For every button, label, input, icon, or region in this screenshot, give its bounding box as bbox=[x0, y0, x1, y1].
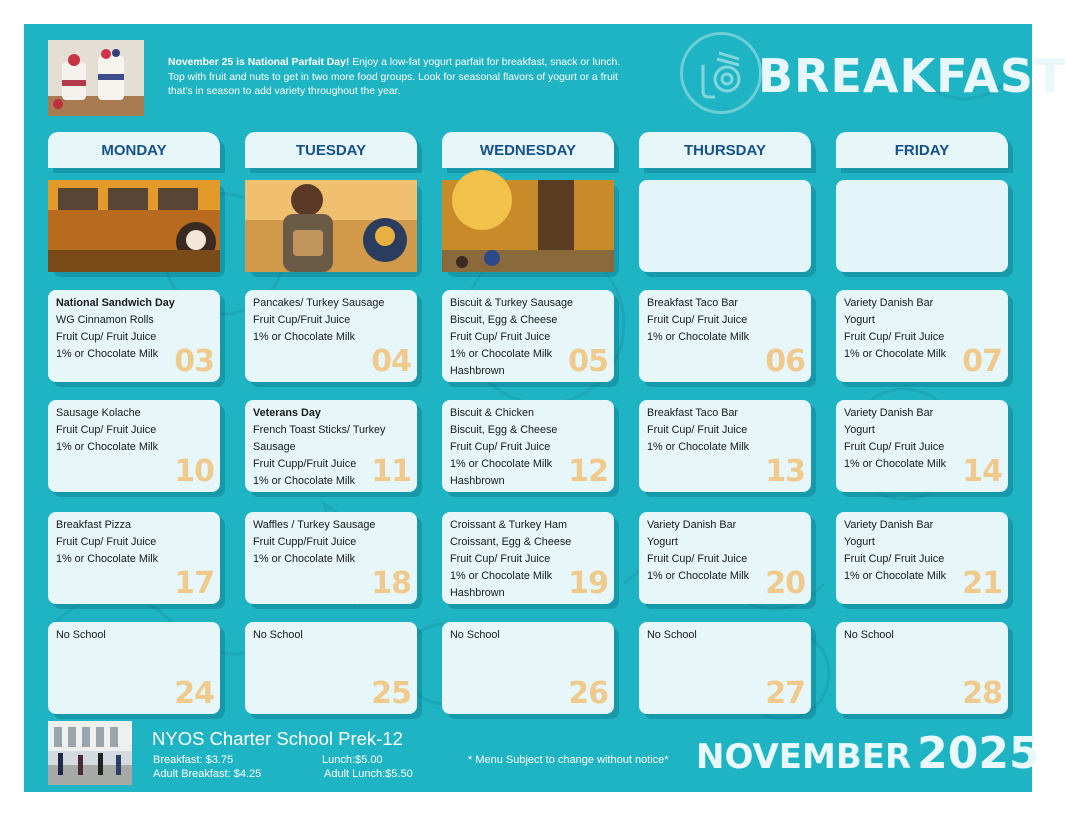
menu-item: Hashbrown bbox=[450, 475, 505, 487]
menu-item: 1% or Chocolate Milk bbox=[56, 553, 159, 565]
school-bus-kids-photo bbox=[48, 180, 220, 272]
menu-item: 1% or Chocolate Milk bbox=[253, 331, 356, 343]
menu-item: Yogurt bbox=[844, 536, 875, 548]
date-number: 10 bbox=[174, 454, 214, 489]
day-cell-tuesday bbox=[245, 512, 417, 604]
menu-item: Fruit Cup/ Fruit Juice bbox=[647, 424, 748, 436]
day-cell-monday bbox=[48, 290, 220, 382]
day-cell-wednesday bbox=[442, 622, 614, 714]
adult-lunch-price: Adult Lunch:$5.50 bbox=[324, 768, 413, 780]
lunch-price: Lunch:$5.00 bbox=[322, 754, 383, 766]
day-cell-thursday bbox=[639, 512, 811, 604]
menu-item: Breakfast Taco Bar bbox=[647, 297, 739, 309]
menu-item: Fruit Cupp/Fruit Juice bbox=[253, 458, 357, 470]
date-number: 28 bbox=[962, 676, 1002, 711]
day-cell-tuesday bbox=[245, 290, 417, 382]
empty-photo-box-thursday bbox=[639, 180, 811, 272]
breakfast-title: BREAKFAST bbox=[758, 49, 1066, 103]
menu-item: French Toast Sticks/ Turkey bbox=[253, 424, 386, 436]
date-number: 13 bbox=[765, 454, 805, 489]
menu-item: 1% or Chocolate Milk bbox=[56, 348, 159, 360]
menu-item: Yogurt bbox=[844, 314, 875, 326]
adult-breakfast-price: Adult Breakfast: $4.25 bbox=[153, 768, 262, 780]
menu-item: 1% or Chocolate Milk bbox=[647, 570, 750, 582]
day-header-thursday: THURSDAY bbox=[639, 132, 811, 168]
day-cell-wednesday bbox=[442, 290, 614, 382]
school-name: NYOS Charter School Prek-12 bbox=[152, 728, 403, 749]
menu-item: Breakfast Taco Bar bbox=[647, 407, 739, 419]
date-number: 20 bbox=[765, 566, 805, 601]
day-cell-wednesday bbox=[442, 400, 614, 492]
day-cell-monday bbox=[48, 622, 220, 714]
autumn-kids-photo bbox=[442, 180, 614, 272]
menu-calendar-page bbox=[24, 24, 1066, 792]
date-number: 11 bbox=[371, 454, 411, 489]
menu-item: Pancakes/ Turkey Sausage bbox=[253, 297, 385, 309]
menu-item: Variety Danish Bar bbox=[844, 297, 934, 309]
menu-item: Hashbrown bbox=[450, 587, 505, 599]
day-cell-friday bbox=[836, 400, 1008, 492]
menu-item: Fruit Cup/ Fruit Juice bbox=[844, 441, 945, 453]
menu-item: Variety Danish Bar bbox=[647, 519, 737, 531]
day-header-tuesday: TUESDAY bbox=[245, 132, 417, 168]
day-cell-wednesday bbox=[442, 512, 614, 604]
day-cell-thursday bbox=[639, 290, 811, 382]
menu-item: No School bbox=[450, 629, 500, 641]
menu-item: 1% or Chocolate Milk bbox=[253, 553, 356, 565]
day-cell-tuesday bbox=[245, 622, 417, 714]
month-label: NOVEMBER bbox=[696, 737, 912, 777]
menu-item: 1% or Chocolate Milk bbox=[844, 348, 947, 360]
day-cell-tuesday bbox=[245, 400, 417, 492]
month-year-title bbox=[696, 728, 1040, 784]
menu-item: 1% or Chocolate Milk bbox=[647, 331, 750, 343]
empty-photo-box-friday bbox=[836, 180, 1008, 272]
date-number: 06 bbox=[765, 344, 805, 379]
menu-item: Hashbrown bbox=[450, 365, 505, 377]
day-cell-friday bbox=[836, 290, 1008, 382]
date-number: 05 bbox=[568, 344, 608, 379]
date-number: 25 bbox=[371, 676, 411, 711]
parfait-photo bbox=[48, 40, 144, 116]
menu-item: No School bbox=[56, 629, 106, 641]
menu-item: Fruit Cup/ Fruit Juice bbox=[56, 536, 157, 548]
menu-item: Croissant & Turkey Ham bbox=[450, 519, 567, 531]
menu-item: 1% or Chocolate Milk bbox=[450, 348, 553, 360]
day-cell-friday bbox=[836, 512, 1008, 604]
menu-item: Biscuit & Chicken bbox=[450, 407, 535, 419]
menu-item: No School bbox=[647, 629, 697, 641]
menu-item: Variety Danish Bar bbox=[844, 519, 934, 531]
menu-item: 1% or Chocolate Milk bbox=[450, 458, 553, 470]
date-number: 19 bbox=[568, 566, 608, 601]
day-cell-thursday bbox=[639, 400, 811, 492]
menu-item: Biscuit, Egg & Cheese bbox=[450, 424, 558, 436]
tip-body: Enjoy a low-fat yogurt parfait for breakfast, snack or lunch. Top with fruit and nuts to get in two more food groups. Look for seasonal flavors of yogurt or a fruit that's in season to add variety throughout the year. bbox=[168, 57, 621, 97]
menu-item: Fruit Cup/ Fruit Juice bbox=[450, 553, 551, 565]
menu-disclaimer: * Menu Subject to change without notice* bbox=[468, 754, 669, 766]
menu-item: Fruit Cup/ Fruit Juice bbox=[844, 553, 945, 565]
breakfast-price: Breakfast: $3.75 bbox=[153, 754, 234, 766]
breakfast-plate-icon bbox=[680, 32, 762, 114]
day-header-wednesday: WEDNESDAY bbox=[442, 132, 614, 168]
menu-item: Fruit Cup/ Fruit Juice bbox=[450, 441, 551, 453]
day-cell-monday bbox=[48, 400, 220, 492]
menu-item: Fruit Cup/ Fruit Juice bbox=[844, 331, 945, 343]
menu-item: Fruit Cupp/Fruit Juice bbox=[253, 536, 357, 548]
date-number: 04 bbox=[371, 344, 411, 379]
tip-headline: November 25 is National Parfait Day! bbox=[168, 57, 350, 68]
date-number: 17 bbox=[174, 566, 214, 601]
day-cell-monday bbox=[48, 512, 220, 604]
date-number: 27 bbox=[765, 676, 805, 711]
menu-item: Sausage Kolache bbox=[56, 407, 141, 419]
menu-item: Variety Danish Bar bbox=[844, 407, 934, 419]
menu-item: Fruit Cup/ Fruit Juice bbox=[647, 314, 748, 326]
menu-item: Fruit Cup/ Fruit Juice bbox=[56, 424, 157, 436]
menu-item: 1% or Chocolate Milk bbox=[844, 458, 947, 470]
menu-item: No School bbox=[844, 629, 894, 641]
menu-item: WG Cinnamon Rolls bbox=[56, 314, 154, 326]
day-cell-thursday bbox=[639, 622, 811, 714]
year-label: 2025 bbox=[917, 728, 1040, 779]
menu-item: Veterans Day bbox=[253, 407, 321, 419]
menu-item: Fruit Cup/Fruit Juice bbox=[253, 314, 351, 326]
day-cell-friday bbox=[836, 622, 1008, 714]
menu-item: Fruit Cup/ Fruit Juice bbox=[647, 553, 748, 565]
menu-item: Fruit Cup/ Fruit Juice bbox=[450, 331, 551, 343]
menu-item: Biscuit & Turkey Sausage bbox=[450, 297, 574, 309]
menu-item: Sausage bbox=[253, 441, 296, 453]
date-number: 18 bbox=[371, 566, 411, 601]
date-number: 03 bbox=[174, 344, 214, 379]
menu-item: 1% or Chocolate Milk bbox=[647, 441, 750, 453]
date-number: 21 bbox=[962, 566, 1002, 601]
day-header-monday: MONDAY bbox=[48, 132, 220, 168]
date-number: 14 bbox=[962, 454, 1002, 489]
menu-item: Fruit Cup/ Fruit Juice bbox=[56, 331, 157, 343]
date-number: 24 bbox=[174, 676, 214, 711]
menu-item: Croissant, Egg & Cheese bbox=[450, 536, 572, 548]
day-header-friday: FRIDAY bbox=[836, 132, 1008, 168]
menu-item: No School bbox=[253, 629, 303, 641]
menu-item: Breakfast Pizza bbox=[56, 519, 132, 531]
date-number: 26 bbox=[568, 676, 608, 711]
menu-item: 1% or Chocolate Milk bbox=[450, 570, 553, 582]
date-number: 07 bbox=[962, 344, 1002, 379]
menu-item: 1% or Chocolate Milk bbox=[253, 475, 356, 487]
menu-item: 1% or Chocolate Milk bbox=[56, 441, 159, 453]
parfait-day-tip bbox=[168, 56, 638, 100]
school-building-students-photo bbox=[48, 721, 132, 785]
menu-item: National Sandwich Day bbox=[56, 297, 175, 309]
backpack-kids-photo bbox=[245, 180, 417, 272]
menu-item: Waffles / Turkey Sausage bbox=[253, 519, 376, 531]
date-number: 12 bbox=[568, 454, 608, 489]
menu-item: Yogurt bbox=[844, 424, 875, 436]
menu-item: Yogurt bbox=[647, 536, 678, 548]
menu-item: 1% or Chocolate Milk bbox=[844, 570, 947, 582]
menu-item: Biscuit, Egg & Cheese bbox=[450, 314, 558, 326]
